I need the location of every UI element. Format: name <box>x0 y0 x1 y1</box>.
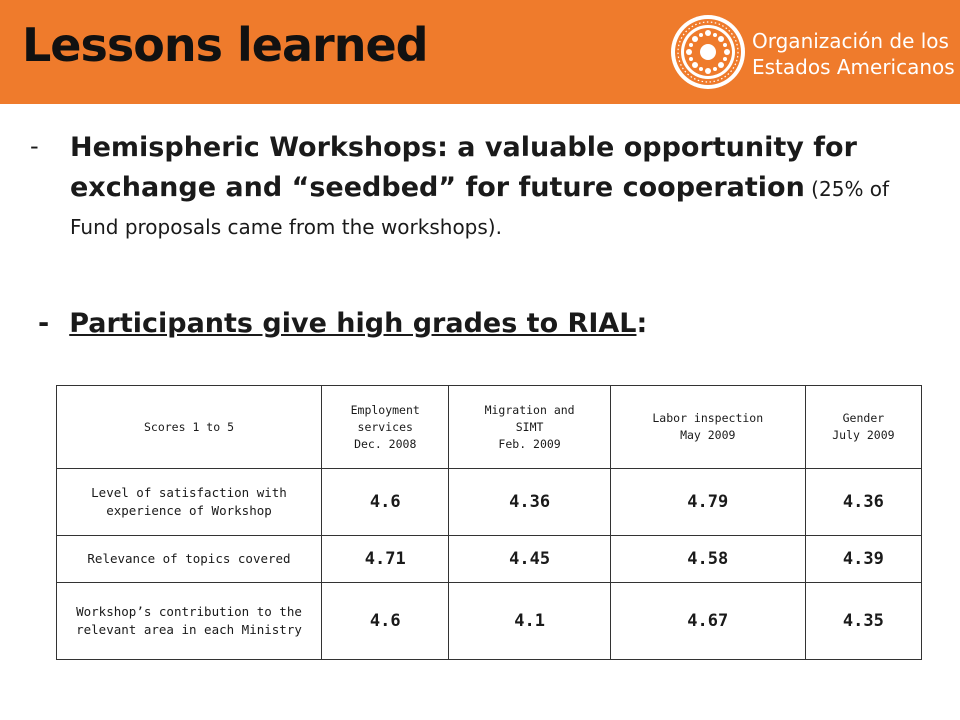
slide-title: Lessons learned <box>22 18 428 72</box>
oas-seal-logo <box>670 14 746 90</box>
bullet-participants-text: Participants give high grades to RIAL <box>69 308 637 339</box>
row-label: Level of satisfaction with experience of Workshop <box>57 469 322 536</box>
score-cell: 4.6 <box>322 469 449 536</box>
table-header-cell: Migration and SIMT Feb. 2009 <box>449 386 610 469</box>
score-cell: 4.58 <box>610 536 805 583</box>
table-row <box>57 536 922 583</box>
table-header-cell: Employment services Dec. 2008 <box>322 386 449 469</box>
score-cell: 4.36 <box>449 469 610 536</box>
bullet-participants-colon: : <box>636 308 648 339</box>
table-row <box>57 583 922 660</box>
table-header-cell: Labor inspection May 2009 <box>610 386 805 469</box>
table-header-cell: Gender July 2009 <box>805 386 921 469</box>
bullet-workshops <box>30 128 940 246</box>
score-cell: 4.36 <box>805 469 921 536</box>
score-cell: 4.6 <box>322 583 449 660</box>
org-name-line1: Organización de los <box>752 29 949 53</box>
bullet-workshops-line1: Hemispheric Workshops: a valuable opportunity for <box>70 132 857 163</box>
score-cell: 4.79 <box>610 469 805 536</box>
header-bar <box>0 0 960 104</box>
table-row <box>57 469 922 536</box>
bullet-workshops-note-start: (25% of <box>804 177 890 201</box>
table-header-cell: Scores 1 to 5 <box>57 386 322 469</box>
score-cell: 4.1 <box>449 583 610 660</box>
score-cell: 4.39 <box>805 536 921 583</box>
bullet-workshops-note-end: Fund proposals came from the workshops). <box>70 215 502 239</box>
score-cell: 4.67 <box>610 583 805 660</box>
score-cell: 4.35 <box>805 583 921 660</box>
org-name <box>752 28 955 80</box>
row-label: Workshop’s contribution to the relevant area in each Ministry <box>57 583 322 660</box>
bullet-workshops-line2: exchange and “seedbed” for future cooperation <box>70 172 805 203</box>
row-label: Relevance of topics covered <box>57 536 322 583</box>
bullet-dash: - <box>38 308 50 339</box>
score-cell: 4.71 <box>322 536 449 583</box>
bullet-participants <box>38 308 647 339</box>
score-cell: 4.45 <box>449 536 610 583</box>
table-header-row <box>57 386 922 469</box>
bullet-dash: - <box>30 132 39 160</box>
scores-table <box>56 385 922 660</box>
org-name-line2: Estados Americanos <box>752 55 955 79</box>
